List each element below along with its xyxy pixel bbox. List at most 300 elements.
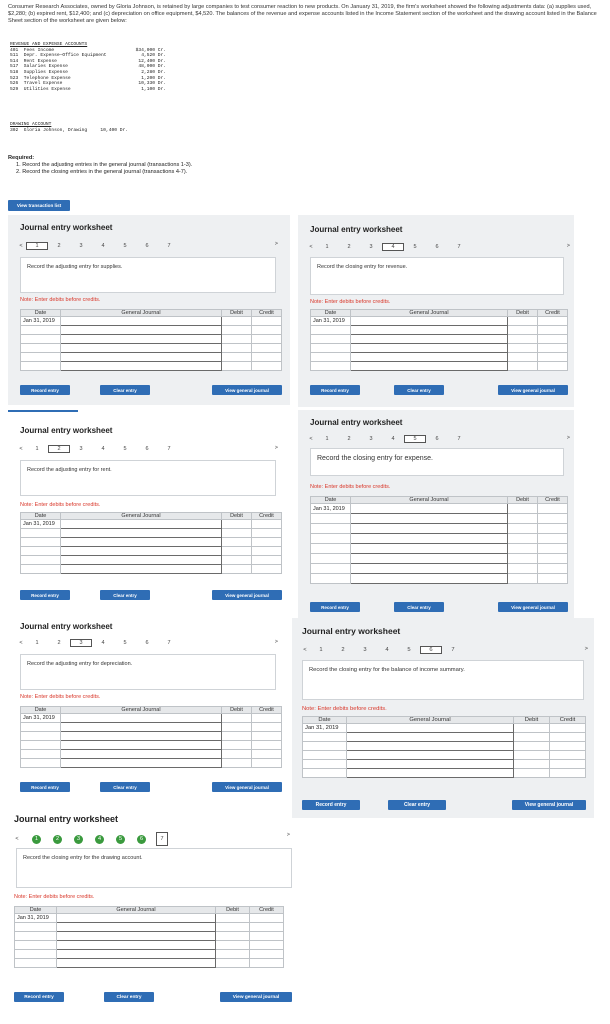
required-item: 1. Record the adjusting entries in the general journal (transactions 1-3). bbox=[16, 162, 193, 168]
credit-input[interactable] bbox=[550, 760, 586, 769]
col-debit: Debit bbox=[514, 717, 550, 724]
ledger-row: 517 Salaries Expense 48,000 Dr. bbox=[10, 64, 166, 70]
journal-input[interactable] bbox=[351, 514, 508, 524]
debit-input[interactable] bbox=[222, 529, 252, 538]
view-transaction-list-button[interactable]: View transaction list bbox=[8, 200, 70, 211]
debit-input[interactable] bbox=[222, 732, 252, 741]
journal-input[interactable] bbox=[61, 529, 222, 538]
credit-input[interactable] bbox=[250, 923, 284, 932]
debit-input[interactable] bbox=[508, 554, 538, 564]
credit-input[interactable] bbox=[538, 554, 568, 564]
journal-input[interactable] bbox=[61, 714, 222, 723]
debit-input[interactable] bbox=[222, 317, 252, 326]
journal-input[interactable] bbox=[351, 353, 508, 362]
col-credit: Credit bbox=[250, 907, 284, 914]
credit-input[interactable] bbox=[538, 544, 568, 554]
credit-input[interactable] bbox=[538, 574, 568, 584]
journal-input[interactable] bbox=[347, 724, 514, 733]
debit-input[interactable] bbox=[222, 750, 252, 759]
debit-input[interactable] bbox=[222, 520, 252, 529]
worksheet-title: Journal entry worksheet bbox=[20, 622, 113, 631]
tab-6[interactable]: 6 bbox=[145, 640, 149, 646]
note-text: Note: Enter debits before credits. bbox=[310, 299, 391, 305]
prev-arrow-icon[interactable]: < bbox=[15, 836, 19, 842]
debit-input[interactable] bbox=[222, 362, 252, 371]
prev-arrow-icon[interactable]: < bbox=[19, 640, 23, 646]
journal-input[interactable] bbox=[57, 941, 216, 950]
journal-input[interactable] bbox=[61, 732, 222, 741]
table-row bbox=[21, 556, 282, 565]
journal-input[interactable] bbox=[61, 723, 222, 732]
credit-input[interactable] bbox=[538, 504, 568, 514]
tab-7[interactable]: 7 bbox=[457, 436, 461, 442]
prev-arrow-icon[interactable]: < bbox=[19, 243, 23, 249]
col-debit: Debit bbox=[222, 707, 252, 714]
credit-input[interactable] bbox=[252, 565, 282, 574]
journal-input[interactable] bbox=[351, 564, 508, 574]
debit-input[interactable] bbox=[508, 504, 538, 514]
date-cell[interactable]: Jan 31, 2019 bbox=[21, 317, 61, 326]
journal-input[interactable] bbox=[351, 326, 508, 335]
debit-input[interactable] bbox=[508, 317, 538, 326]
credit-input[interactable] bbox=[252, 732, 282, 741]
tab-6[interactable]: 6 bbox=[420, 646, 442, 654]
journal-input[interactable] bbox=[61, 741, 222, 750]
journal-worksheet-1 bbox=[8, 215, 290, 405]
table-row bbox=[303, 742, 586, 751]
tab-3-complete[interactable]: 3 bbox=[74, 835, 83, 844]
journal-input[interactable] bbox=[347, 742, 514, 751]
tab-4[interactable]: 4 bbox=[391, 436, 395, 442]
entry-prompt: Record the adjusting entry for depreciation. bbox=[20, 654, 276, 690]
col-general-journal: General Journal bbox=[351, 497, 508, 504]
problem-intro-text: Consumer Research Associates, owned by Gloria Johnson, is retained by large companies to test consumer reaction to new products. On January 31, 2019, the firm's worksheet showed the following adjustments data: (a) supplies used, $2,280; (b) expired rent, $12,400; and (c) depreciation on office equipment, $4,520. The balances of the revenue and expense accounts listed in the Income Statement section of the worksheet and the drawing account listed in the Balance Sheet section of the worksheet are given below: bbox=[8, 4, 597, 24]
table-row bbox=[21, 723, 282, 732]
journal-input[interactable] bbox=[57, 932, 216, 941]
tab-7[interactable]: 7 bbox=[167, 446, 171, 452]
view-general-journal-button[interactable]: View general journal bbox=[212, 782, 282, 792]
table-row bbox=[311, 564, 568, 574]
journal-entry-table bbox=[20, 309, 282, 371]
tab-1[interactable]: 1 bbox=[35, 446, 39, 452]
credit-input[interactable] bbox=[252, 326, 282, 335]
table-row bbox=[21, 759, 282, 768]
journal-input[interactable] bbox=[351, 574, 508, 584]
tab-5[interactable]: 5 bbox=[407, 647, 411, 653]
table-row bbox=[311, 326, 568, 335]
prev-arrow-icon[interactable]: < bbox=[309, 436, 313, 442]
table-row bbox=[311, 554, 568, 564]
credit-input[interactable] bbox=[252, 344, 282, 353]
record-entry-button[interactable]: Record entry bbox=[302, 800, 360, 810]
tab-1[interactable]: 1 bbox=[325, 436, 329, 442]
debit-input[interactable] bbox=[222, 538, 252, 547]
journal-input[interactable] bbox=[61, 317, 222, 326]
tab-4[interactable]: 4 bbox=[101, 446, 105, 452]
credit-input[interactable] bbox=[252, 529, 282, 538]
table-row bbox=[311, 514, 568, 524]
journal-input[interactable] bbox=[61, 520, 222, 529]
table-row bbox=[303, 769, 586, 778]
debit-input[interactable] bbox=[508, 574, 538, 584]
date-cell[interactable]: Jan 31, 2019 bbox=[21, 520, 61, 529]
journal-input[interactable] bbox=[351, 554, 508, 564]
view-general-journal-button[interactable]: View general journal bbox=[220, 992, 292, 1002]
credit-input[interactable] bbox=[252, 353, 282, 362]
journal-input[interactable] bbox=[61, 556, 222, 565]
debit-input[interactable] bbox=[508, 534, 538, 544]
credit-input[interactable] bbox=[538, 344, 568, 353]
credit-input[interactable] bbox=[550, 751, 586, 760]
clear-entry-button[interactable]: Clear entry bbox=[100, 385, 150, 395]
tab-7[interactable]: 7 bbox=[457, 244, 461, 250]
credit-input[interactable] bbox=[538, 353, 568, 362]
debit-input[interactable] bbox=[216, 932, 250, 941]
ledger-row: 514 Rent Expense 12,400 Dr. bbox=[10, 58, 166, 64]
credit-input[interactable] bbox=[252, 547, 282, 556]
journal-worksheet-3 bbox=[8, 614, 290, 804]
journal-input[interactable] bbox=[61, 538, 222, 547]
journal-input[interactable] bbox=[61, 362, 222, 371]
record-entry-button[interactable]: Record entry bbox=[20, 385, 70, 395]
debit-input[interactable] bbox=[222, 556, 252, 565]
tab-5-complete[interactable]: 5 bbox=[116, 835, 125, 844]
record-entry-button[interactable]: Record entry bbox=[20, 590, 70, 600]
table-row bbox=[21, 520, 282, 529]
journal-input[interactable] bbox=[351, 362, 508, 371]
tab-5[interactable]: 5 bbox=[123, 243, 127, 249]
debit-input[interactable] bbox=[508, 514, 538, 524]
table-row bbox=[21, 750, 282, 759]
debit-input[interactable] bbox=[222, 547, 252, 556]
table-row bbox=[311, 317, 568, 326]
credit-input[interactable] bbox=[250, 950, 284, 959]
revenue-expense-ledger bbox=[10, 42, 166, 92]
entry-prompt: Record the closing entry for revenue. bbox=[310, 257, 564, 295]
tab-4[interactable]: 4 bbox=[382, 243, 404, 251]
debit-input[interactable] bbox=[216, 950, 250, 959]
credit-input[interactable] bbox=[252, 759, 282, 768]
debit-input[interactable] bbox=[508, 344, 538, 353]
credit-input[interactable] bbox=[252, 335, 282, 344]
debit-input[interactable] bbox=[222, 353, 252, 362]
tab-5[interactable]: 5 bbox=[404, 435, 426, 443]
journal-input[interactable] bbox=[61, 344, 222, 353]
tab-3[interactable]: 3 bbox=[70, 639, 92, 647]
tab-1[interactable]: 1 bbox=[26, 242, 48, 250]
separator-line bbox=[8, 410, 78, 412]
credit-input[interactable] bbox=[250, 914, 284, 923]
tab-3[interactable]: 3 bbox=[369, 244, 373, 250]
journal-input[interactable] bbox=[347, 769, 514, 778]
ledger-row: 529 Utilities Expense 1,100 Dr. bbox=[10, 86, 166, 92]
table-row bbox=[21, 529, 282, 538]
tab-7[interactable]: 7 bbox=[167, 640, 171, 646]
credit-input[interactable] bbox=[538, 362, 568, 371]
debit-input[interactable] bbox=[222, 344, 252, 353]
col-credit: Credit bbox=[550, 717, 586, 724]
table-row bbox=[311, 344, 568, 353]
journal-input[interactable] bbox=[57, 923, 216, 932]
tab-5[interactable]: 5 bbox=[123, 446, 127, 452]
debit-input[interactable] bbox=[216, 914, 250, 923]
debit-input[interactable] bbox=[222, 759, 252, 768]
debit-input[interactable] bbox=[514, 751, 550, 760]
table-row bbox=[21, 565, 282, 574]
clear-entry-button[interactable]: Clear entry bbox=[394, 602, 444, 612]
tab-3[interactable]: 3 bbox=[363, 647, 367, 653]
debit-input[interactable] bbox=[514, 742, 550, 751]
next-arrow-icon[interactable]: > bbox=[274, 241, 278, 247]
debit-input[interactable] bbox=[222, 714, 252, 723]
tab-6[interactable]: 6 bbox=[145, 243, 149, 249]
debit-input[interactable] bbox=[216, 923, 250, 932]
credit-input[interactable] bbox=[250, 959, 284, 968]
debit-input[interactable] bbox=[508, 335, 538, 344]
ledger-row: 302 Gloria Johnson, Drawing 10,400 Dr. bbox=[10, 127, 128, 133]
journal-worksheet-4 bbox=[298, 215, 574, 407]
table-row bbox=[303, 751, 586, 760]
table-row bbox=[21, 317, 282, 326]
worksheet-title: Journal entry worksheet bbox=[302, 626, 401, 636]
clear-entry-button[interactable]: Clear entry bbox=[100, 590, 150, 600]
table-row bbox=[21, 335, 282, 344]
table-row bbox=[303, 760, 586, 769]
journal-input[interactable] bbox=[347, 751, 514, 760]
col-date: Date bbox=[303, 717, 347, 724]
credit-input[interactable] bbox=[252, 317, 282, 326]
table-row bbox=[15, 959, 284, 968]
tab-2[interactable]: 2 bbox=[347, 244, 351, 250]
debit-input[interactable] bbox=[216, 959, 250, 968]
credit-input[interactable] bbox=[252, 520, 282, 529]
tab-7[interactable]: 7 bbox=[167, 243, 171, 249]
journal-input[interactable] bbox=[347, 733, 514, 742]
date-cell[interactable]: Jan 31, 2019 bbox=[311, 504, 351, 514]
tab-2[interactable]: 2 bbox=[341, 647, 345, 653]
col-credit: Credit bbox=[538, 310, 568, 317]
record-entry-button[interactable]: Record entry bbox=[310, 385, 360, 395]
next-arrow-icon[interactable]: > bbox=[584, 646, 588, 652]
view-general-journal-button[interactable]: View general journal bbox=[512, 800, 586, 810]
tab-6[interactable]: 6 bbox=[435, 244, 439, 250]
table-row bbox=[311, 544, 568, 554]
clear-entry-button[interactable]: Clear entry bbox=[104, 992, 154, 1002]
worksheet-title: Journal entry worksheet bbox=[310, 418, 403, 427]
credit-input[interactable] bbox=[252, 714, 282, 723]
table-row bbox=[303, 724, 586, 733]
entry-prompt: Record the adjusting entry for rent. bbox=[20, 460, 276, 496]
credit-input[interactable] bbox=[538, 317, 568, 326]
journal-input[interactable] bbox=[351, 534, 508, 544]
note-text: Note: Enter debits before credits. bbox=[310, 484, 391, 490]
journal-input[interactable] bbox=[61, 326, 222, 335]
tab-6[interactable]: 6 bbox=[435, 436, 439, 442]
tab-3[interactable]: 3 bbox=[369, 436, 373, 442]
tab-2[interactable]: 2 bbox=[48, 445, 70, 453]
tab-1[interactable]: 1 bbox=[325, 244, 329, 250]
date-cell[interactable]: Jan 31, 2019 bbox=[311, 317, 351, 326]
tab-2[interactable]: 2 bbox=[57, 640, 61, 646]
tab-4[interactable]: 4 bbox=[101, 243, 105, 249]
col-general-journal: General Journal bbox=[61, 310, 222, 317]
ledger-row: 401 Fees Income $34,000 Cr. bbox=[10, 47, 166, 53]
credit-input[interactable] bbox=[538, 326, 568, 335]
debit-input[interactable] bbox=[508, 353, 538, 362]
worksheet-tab-nav bbox=[16, 445, 180, 453]
col-credit: Credit bbox=[538, 497, 568, 504]
credit-input[interactable] bbox=[252, 750, 282, 759]
view-general-journal-button[interactable]: View general journal bbox=[212, 385, 282, 395]
worksheet-tab-nav bbox=[16, 639, 180, 647]
tab-3[interactable]: 3 bbox=[79, 446, 83, 452]
credit-input[interactable] bbox=[252, 741, 282, 750]
debit-input[interactable] bbox=[222, 326, 252, 335]
record-entry-button[interactable]: Record entry bbox=[20, 782, 70, 792]
credit-input[interactable] bbox=[250, 932, 284, 941]
next-arrow-icon[interactable]: > bbox=[274, 445, 278, 451]
tab-5[interactable]: 5 bbox=[413, 244, 417, 250]
credit-input[interactable] bbox=[550, 769, 586, 778]
tab-4-complete[interactable]: 4 bbox=[95, 835, 104, 844]
tab-2-complete[interactable]: 2 bbox=[53, 835, 62, 844]
debit-input[interactable] bbox=[222, 335, 252, 344]
next-arrow-icon[interactable]: > bbox=[566, 435, 570, 441]
tab-1[interactable]: 1 bbox=[319, 647, 323, 653]
table-row bbox=[21, 547, 282, 556]
col-debit: Debit bbox=[222, 513, 252, 520]
record-entry-button[interactable]: Record entry bbox=[310, 602, 360, 612]
view-general-journal-button[interactable]: View general journal bbox=[212, 590, 282, 600]
debit-input[interactable] bbox=[514, 769, 550, 778]
col-debit: Debit bbox=[222, 310, 252, 317]
table-row bbox=[21, 538, 282, 547]
col-date: Date bbox=[21, 513, 61, 520]
credit-input[interactable] bbox=[550, 724, 586, 733]
journal-input[interactable] bbox=[61, 565, 222, 574]
tab-7[interactable]: 7 bbox=[451, 647, 455, 653]
date-cell[interactable]: Jan 31, 2019 bbox=[15, 914, 57, 923]
debit-input[interactable] bbox=[222, 565, 252, 574]
credit-input[interactable] bbox=[252, 556, 282, 565]
journal-input[interactable] bbox=[57, 914, 216, 923]
next-arrow-icon[interactable]: > bbox=[274, 639, 278, 645]
debit-input[interactable] bbox=[514, 760, 550, 769]
tab-6[interactable]: 6 bbox=[145, 446, 149, 452]
col-debit: Debit bbox=[216, 907, 250, 914]
tab-4[interactable]: 4 bbox=[385, 647, 389, 653]
debit-input[interactable] bbox=[508, 524, 538, 534]
view-general-journal-button[interactable]: View general journal bbox=[498, 602, 568, 612]
journal-input[interactable] bbox=[351, 335, 508, 344]
worksheet-tab-nav bbox=[300, 646, 464, 654]
worksheet-title: Journal entry worksheet bbox=[20, 426, 113, 435]
tab-3[interactable]: 3 bbox=[79, 243, 83, 249]
debit-input[interactable] bbox=[508, 362, 538, 371]
tab-4[interactable]: 4 bbox=[101, 640, 105, 646]
debit-input[interactable] bbox=[216, 941, 250, 950]
credit-input[interactable] bbox=[538, 564, 568, 574]
journal-input[interactable] bbox=[351, 317, 508, 326]
clear-entry-button[interactable]: Clear entry bbox=[100, 782, 150, 792]
date-cell[interactable]: Jan 31, 2019 bbox=[303, 724, 347, 733]
journal-input[interactable] bbox=[351, 504, 508, 514]
table-row bbox=[21, 326, 282, 335]
journal-input[interactable] bbox=[57, 950, 216, 959]
credit-input[interactable] bbox=[538, 514, 568, 524]
table-row bbox=[21, 362, 282, 371]
credit-input[interactable] bbox=[538, 534, 568, 544]
tab-1[interactable]: 1 bbox=[35, 640, 39, 646]
table-row bbox=[21, 741, 282, 750]
note-text: Note: Enter debits before credits. bbox=[20, 297, 101, 303]
table-row bbox=[15, 914, 284, 923]
tab-6-complete[interactable]: 6 bbox=[137, 835, 146, 844]
prev-arrow-icon[interactable]: < bbox=[309, 244, 313, 250]
journal-worksheet-6 bbox=[292, 618, 594, 818]
prev-arrow-icon[interactable]: < bbox=[19, 446, 23, 452]
col-date: Date bbox=[21, 310, 61, 317]
tab-2[interactable]: 2 bbox=[347, 436, 351, 442]
debit-input[interactable] bbox=[222, 741, 252, 750]
debit-input[interactable] bbox=[508, 544, 538, 554]
entry-prompt: Record the closing entry for the drawing account. bbox=[16, 848, 292, 888]
journal-input[interactable] bbox=[351, 344, 508, 353]
journal-input[interactable] bbox=[57, 959, 216, 968]
journal-input[interactable] bbox=[351, 544, 508, 554]
journal-input[interactable] bbox=[61, 759, 222, 768]
credit-input[interactable] bbox=[252, 723, 282, 732]
tab-2[interactable]: 2 bbox=[57, 243, 61, 249]
credit-input[interactable] bbox=[550, 742, 586, 751]
debit-input[interactable] bbox=[514, 733, 550, 742]
worksheet-tab-nav bbox=[306, 435, 470, 443]
record-entry-button[interactable]: Record entry bbox=[14, 992, 64, 1002]
tab-1-complete[interactable]: 1 bbox=[32, 835, 41, 844]
credit-input[interactable] bbox=[550, 733, 586, 742]
table-row bbox=[15, 950, 284, 959]
journal-input[interactable] bbox=[61, 335, 222, 344]
journal-worksheet-5 bbox=[298, 410, 574, 618]
journal-input[interactable] bbox=[61, 750, 222, 759]
view-general-journal-button[interactable]: View general journal bbox=[498, 385, 568, 395]
journal-input[interactable] bbox=[61, 353, 222, 362]
clear-entry-button[interactable]: Clear entry bbox=[394, 385, 444, 395]
debit-input[interactable] bbox=[508, 326, 538, 335]
date-cell[interactable]: Jan 31, 2019 bbox=[21, 714, 61, 723]
debit-input[interactable] bbox=[508, 564, 538, 574]
next-arrow-icon[interactable]: > bbox=[566, 243, 570, 249]
debit-input[interactable] bbox=[222, 723, 252, 732]
table-row bbox=[15, 941, 284, 950]
worksheet-tab-nav bbox=[306, 243, 470, 251]
credit-input[interactable] bbox=[538, 524, 568, 534]
journal-input[interactable] bbox=[351, 524, 508, 534]
debit-input[interactable] bbox=[514, 724, 550, 733]
next-arrow-icon[interactable]: > bbox=[286, 832, 290, 838]
journal-input[interactable] bbox=[347, 760, 514, 769]
credit-input[interactable] bbox=[252, 538, 282, 547]
clear-entry-button[interactable]: Clear entry bbox=[388, 800, 446, 810]
tab-5[interactable]: 5 bbox=[123, 640, 127, 646]
tab-7[interactable]: 7 bbox=[156, 832, 168, 846]
credit-input[interactable] bbox=[538, 335, 568, 344]
credit-input[interactable] bbox=[252, 362, 282, 371]
credit-input[interactable] bbox=[250, 941, 284, 950]
table-row bbox=[311, 574, 568, 584]
journal-input[interactable] bbox=[61, 547, 222, 556]
prev-arrow-icon[interactable]: < bbox=[303, 647, 307, 653]
